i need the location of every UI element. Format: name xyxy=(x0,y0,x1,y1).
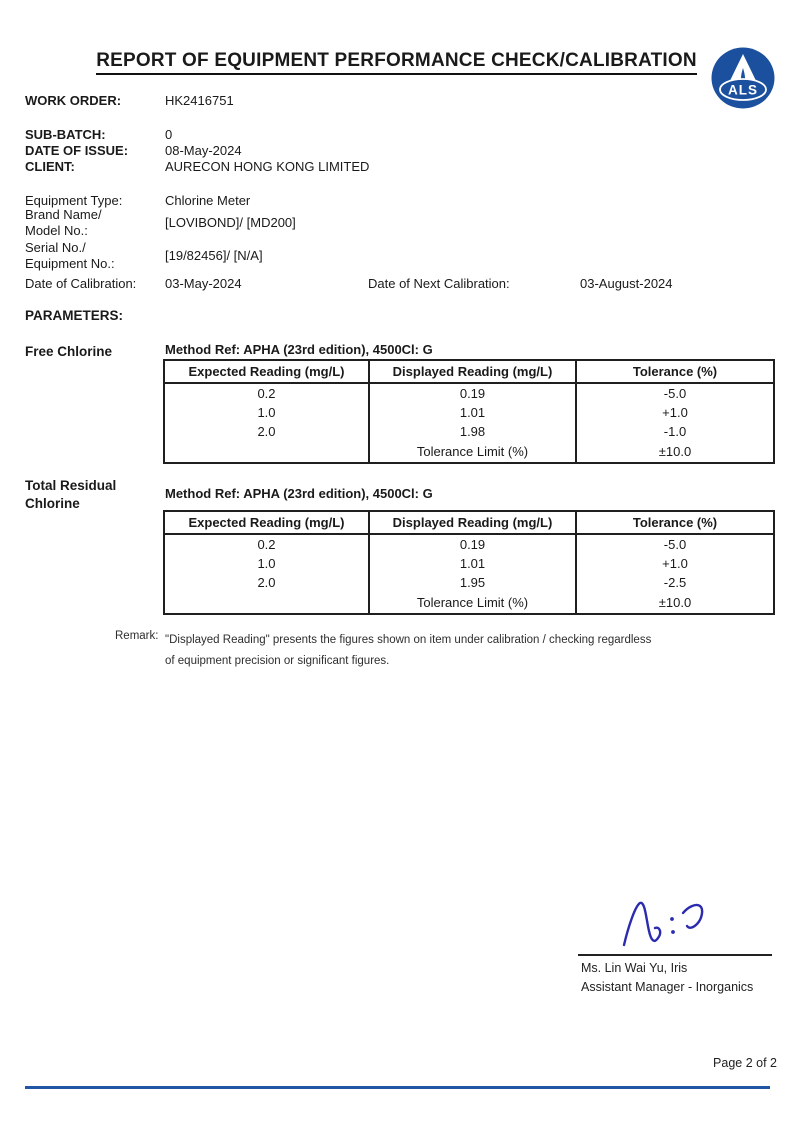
cell-displayed: 1.98 xyxy=(369,422,576,441)
client-value: AURECON HONG KONG LIMITED xyxy=(165,159,370,174)
title-row xyxy=(0,50,793,75)
table-row xyxy=(164,534,774,554)
table-row xyxy=(164,573,774,592)
brand-model-value: [LOVIBOND]/ [MD200] xyxy=(165,215,296,230)
table-row xyxy=(164,554,774,573)
equipment-type-label: Equipment Type: xyxy=(25,193,123,208)
col-header-tolerance: Tolerance (%) xyxy=(576,360,774,383)
date-of-issue-value: 08-May-2024 xyxy=(165,143,242,158)
date-of-calibration-label: Date of Calibration: xyxy=(25,276,137,291)
total-residual-chlorine-method-ref: Method Ref: APHA (23rd edition), 4500Cl: G xyxy=(165,486,433,501)
section-free-chlorine-label: Free Chlorine xyxy=(25,344,113,359)
date-of-next-calibration-label: Date of Next Calibration: xyxy=(368,276,510,291)
total-residual-chlorine-table xyxy=(163,510,775,615)
remark-text: "Displayed Reading" presents the figures shown on item under calibration / checking regardless of equipment precision or significant figures. xyxy=(165,634,652,667)
equipment-type-value: Chlorine Meter xyxy=(165,193,251,208)
free-chlorine-table xyxy=(163,359,775,464)
col-header-displayed: Displayed Reading (mg/L) xyxy=(369,511,576,534)
free-chlorine-method-ref: Method Ref: APHA (23rd edition), 4500Cl: G xyxy=(165,342,433,357)
signature-line xyxy=(578,954,772,956)
work-order-value: HK2416751 xyxy=(165,93,234,108)
table-header-row xyxy=(164,511,774,534)
sub-batch-label: SUB-BATCH: xyxy=(25,127,106,142)
table-row xyxy=(164,422,774,441)
cell-tolerance: +1.0 xyxy=(576,554,774,573)
date-of-next-calibration-value: 03-August-2024 xyxy=(580,276,673,291)
tolerance-limit-row xyxy=(164,441,774,463)
footer-rule xyxy=(25,1086,770,1089)
tolerance-limit-row xyxy=(164,592,774,614)
cell-tolerance: -2.5 xyxy=(576,573,774,592)
serial-equipment-value: [19/82456]/ [N/A] xyxy=(165,248,263,263)
cell-expected: 1.0 xyxy=(164,403,369,422)
signatory-role: Assistant Manager - Inorganics xyxy=(581,980,754,994)
client-label: CLIENT: xyxy=(25,159,75,174)
brand-model-label: Brand Name/ Model No.: xyxy=(25,207,102,238)
svg-text:ALS: ALS xyxy=(728,82,758,98)
parameters-heading: PARAMETERS: xyxy=(25,308,124,323)
tolerance-limit-value: ±10.0 xyxy=(576,441,774,463)
brand-model-row xyxy=(25,207,296,239)
cell-expected: 1.0 xyxy=(164,554,369,573)
date-of-calibration-value: 03-May-2024 xyxy=(165,276,242,291)
signatory-name: Ms. Lin Wai Yu, Iris xyxy=(581,961,688,975)
sub-batch-value: 0 xyxy=(165,127,173,142)
date-of-issue-row xyxy=(25,143,242,159)
signature-ink xyxy=(612,883,722,958)
cell-tolerance: -5.0 xyxy=(576,534,774,554)
cell-displayed: 1.01 xyxy=(369,554,576,573)
page-number: Page 2 of 2 xyxy=(713,1056,777,1070)
cell-empty xyxy=(164,441,369,463)
col-header-expected: Expected Reading (mg/L) xyxy=(164,360,369,383)
cell-expected: 0.2 xyxy=(164,534,369,554)
date-of-issue-label: DATE OF ISSUE: xyxy=(25,143,129,158)
cell-expected: 0.2 xyxy=(164,383,369,403)
table-row xyxy=(164,383,774,403)
remark-label: Remark: xyxy=(115,630,159,642)
cell-displayed: 0.19 xyxy=(369,534,576,554)
cell-empty xyxy=(164,592,369,614)
tolerance-limit-label: Tolerance Limit (%) xyxy=(369,592,576,614)
cell-displayed: 1.95 xyxy=(369,573,576,592)
work-order-row xyxy=(25,93,234,109)
col-header-expected: Expected Reading (mg/L) xyxy=(164,511,369,534)
sub-batch-row xyxy=(25,127,172,143)
calibration-dates-row xyxy=(25,276,673,291)
cell-expected: 2.0 xyxy=(164,422,369,441)
remark-block xyxy=(115,630,651,672)
col-header-tolerance: Tolerance (%) xyxy=(576,511,774,534)
tolerance-limit-value: ±10.0 xyxy=(576,592,774,614)
table-header-row xyxy=(164,360,774,383)
cell-tolerance: +1.0 xyxy=(576,403,774,422)
table-row xyxy=(164,403,774,422)
serial-equipment-label: Serial No./ Equipment No.: xyxy=(25,240,115,271)
col-header-displayed: Displayed Reading (mg/L) xyxy=(369,360,576,383)
work-order-label: WORK ORDER: xyxy=(25,93,122,108)
cell-displayed: 1.01 xyxy=(369,403,576,422)
cell-tolerance: -1.0 xyxy=(576,422,774,441)
tolerance-limit-label: Tolerance Limit (%) xyxy=(369,441,576,463)
als-logo-icon xyxy=(711,47,775,114)
section-total-residual-chlorine-label: Total Residual Chlorine xyxy=(25,478,117,511)
client-row xyxy=(25,159,369,175)
cell-expected: 2.0 xyxy=(164,573,369,592)
cell-tolerance: -5.0 xyxy=(576,383,774,403)
serial-equipment-row xyxy=(25,240,263,272)
page-title: REPORT OF EQUIPMENT PERFORMANCE CHECK/CALIBRATION xyxy=(96,50,697,75)
cell-displayed: 0.19 xyxy=(369,383,576,403)
